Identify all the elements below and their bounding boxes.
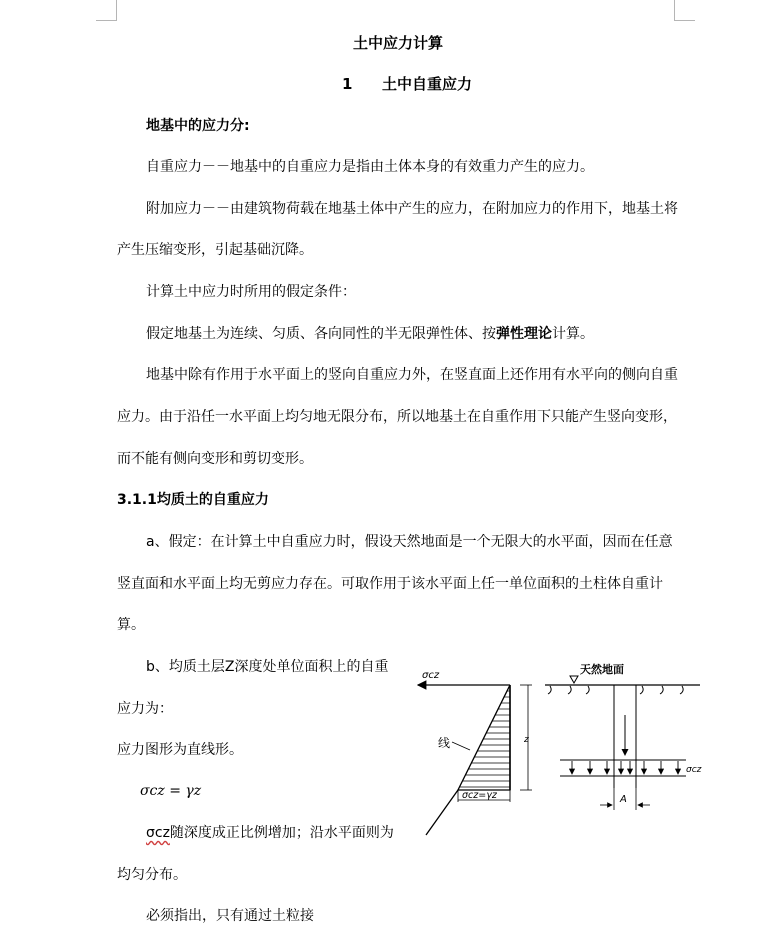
paragraph-b-line1: b、均质土层Z深度处单位面积上的自重 xyxy=(146,659,389,675)
self-weight-stress-figure xyxy=(410,650,710,840)
sigma-bottom-label: σcz=γz xyxy=(462,790,497,801)
stress-line-extension xyxy=(426,790,458,835)
paragraph-additional-line1: 附加应力－－由建筑物荷载在地基土体中产生的应力，在附加应力的作用下，地基土将 xyxy=(146,201,678,217)
paragraph-lateral-line1: 地基中除有作用于水平面上的竖向自重应力外，在竖直面上还作用有水平向的侧向自重 xyxy=(146,367,678,383)
subsection-heading: 3.1.1均质土的自重应力 xyxy=(117,492,269,508)
paragraph-elastic-pre: 假定地基土为连续、匀质、各向同性的半无限弹性体、按 xyxy=(146,326,496,342)
sigma-cz-symbol: σcz xyxy=(146,825,170,841)
ground-label: 天然地面 xyxy=(580,663,624,676)
section-title: 土中自重应力 xyxy=(382,75,473,93)
sigma-top-label: σcz xyxy=(422,670,440,681)
formula-sigma-cz: σcz = γz xyxy=(140,783,202,799)
paragraph-elastic-bold: 弹性理论 xyxy=(496,326,552,342)
paragraph-a-line3: 算。 xyxy=(117,617,145,633)
stress-triangle xyxy=(458,685,510,790)
crop-mark-top-left xyxy=(96,0,117,21)
paragraph-b-line2: 应力为： xyxy=(117,701,173,717)
paragraph-proportional xyxy=(146,824,394,842)
ground-symbol xyxy=(570,676,578,683)
document-title: 土中应力计算 xyxy=(353,34,444,52)
line-label-leader xyxy=(452,742,470,750)
paragraph-lateral-line3: 而不能有侧向变形和剪切变形。 xyxy=(117,451,313,467)
ground-hatch xyxy=(548,686,683,694)
paragraph-proportional-text: 随深度成正比例增加；沿水平面则为 xyxy=(169,825,394,841)
paragraph-shape: 应力图形为直线形。 xyxy=(117,742,243,758)
stress-heading: 地基中的应力分: xyxy=(146,118,250,134)
paragraph-self-weight: 自重应力－－地基中的自重应力是指由土体本身的有效重力产生的应力。 xyxy=(146,159,594,175)
paragraph-lateral-line2: 应力。由于沿任一水平面上均匀地无限分布，所以地基土在自重作用下只能产生竖向变形， xyxy=(117,409,677,425)
sigma-right-label: σcz xyxy=(686,765,702,775)
crop-mark-top-right xyxy=(674,0,695,21)
paragraph-additional-line2: 产生压缩变形，引起基础沉降。 xyxy=(117,242,313,258)
stress-arrows xyxy=(572,761,678,774)
paragraph-elastic-theory xyxy=(146,325,594,343)
z-label: z xyxy=(524,735,529,745)
paragraph-must-note: 必须指出，只有通过土粒接 xyxy=(146,908,314,924)
paragraph-elastic-post: 计算。 xyxy=(552,326,594,342)
section-number: 1 xyxy=(342,75,353,93)
paragraph-assumptions: 计算土中应力时所用的假定条件： xyxy=(146,284,356,300)
paragraph-a-line1: a、假定：在计算土中自重应力时，假设天然地面是一个无限大的水平面，因而在任意 xyxy=(146,534,673,550)
paragraph-a-line2: 竖直面和水平面上均无剪应力存在。可取作用于该水平面上任一单位面积的土柱体自重计 xyxy=(117,576,663,592)
paragraph-uniform: 均匀分布。 xyxy=(117,867,187,883)
line-label: 线 xyxy=(438,736,451,750)
a-label: A xyxy=(620,794,627,805)
